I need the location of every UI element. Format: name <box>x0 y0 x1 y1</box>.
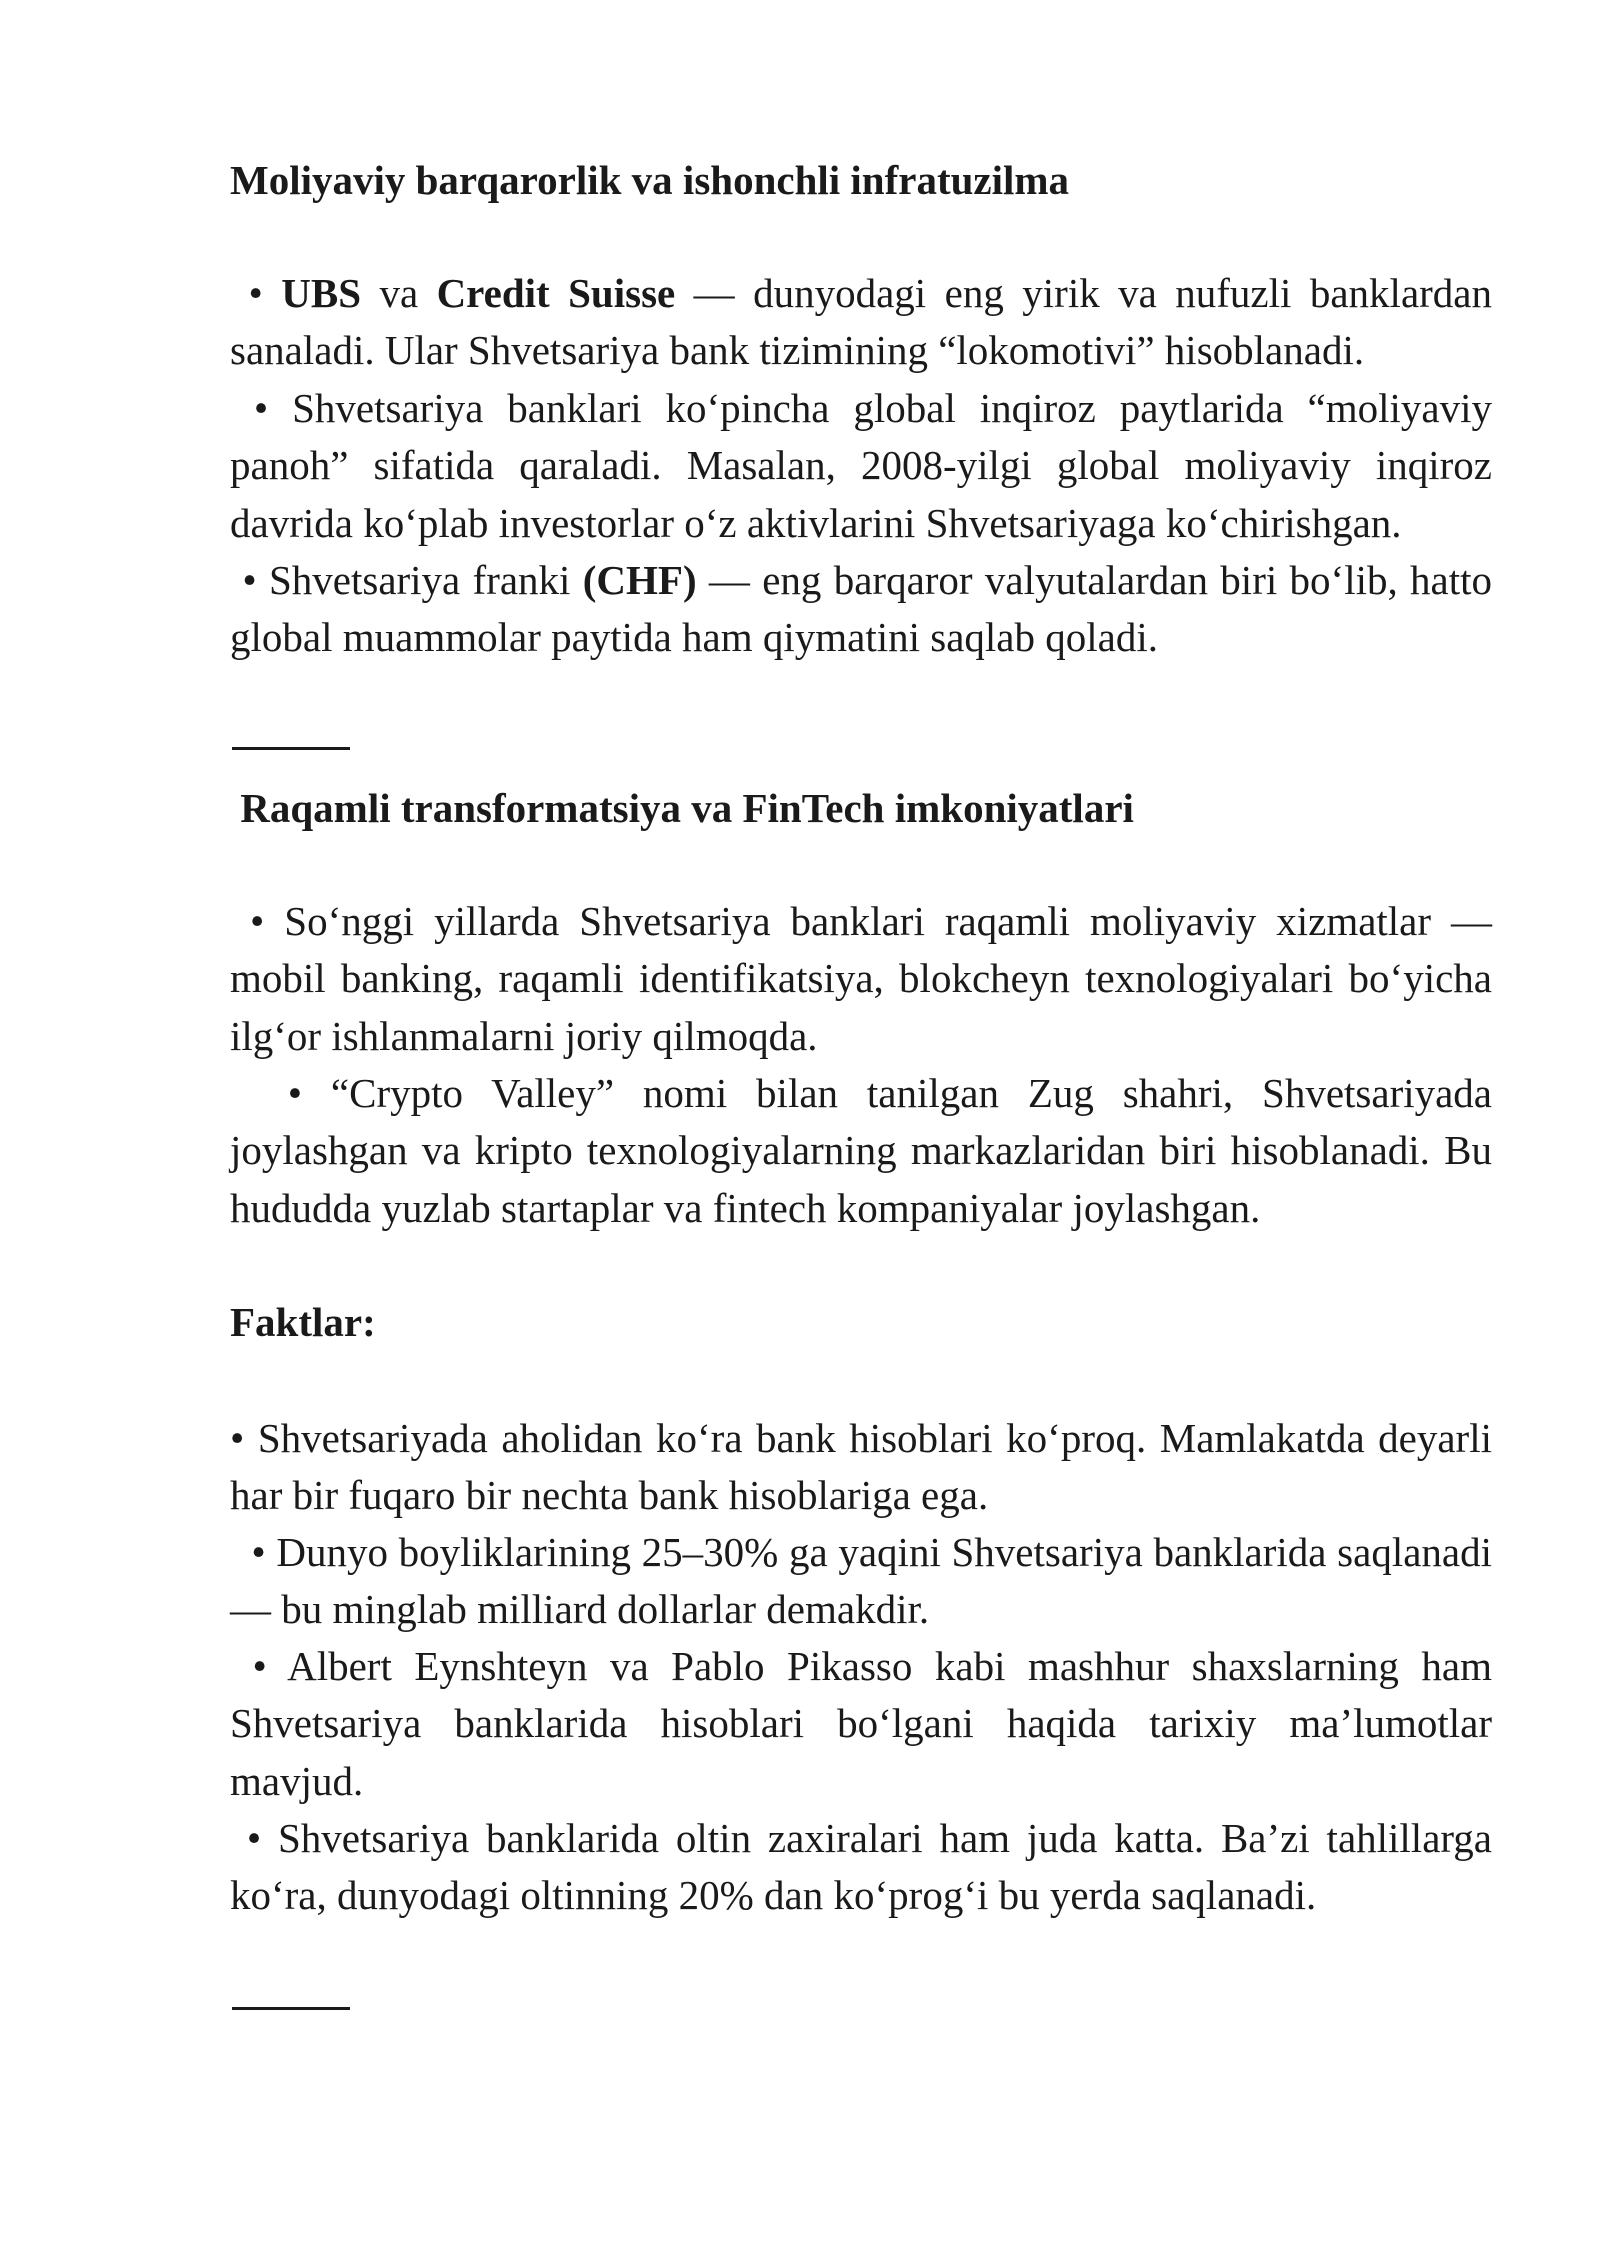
bullet-prefix: • <box>230 270 282 316</box>
bullet-ubs-credit-suisse <box>230 265 1503 380</box>
section-heading-facts: Faktlar: <box>230 1299 376 1345</box>
section-divider-bottom <box>232 2007 350 2010</box>
bullet-famous-clients: • Albert Eynshteyn va Pablo Pikasso kabi mashhur shaxslarning ham Shvetsariya banklarida hisoblari bo‘lgani haqida tarixiy ma’lumotlar mavjud. <box>230 1643 1503 1804</box>
bullet-safe-haven: • Shvetsariya banklari ko‘pincha global inqiroz paytlarida “moliyaviy panoh” sifatida qaraladi. Masalan, 2008-yilgi global moliyaviy inqiroz davrida ko‘plab investorlar o‘z aktivlarini Shvetsariyaga ko‘chirishgan. <box>230 385 1503 546</box>
bullet-swiss-franc <box>230 552 1503 667</box>
bullet-digital-services: • So‘nggi yillarda Shvetsariya banklari raqamli moliyaviy xizmatlar — mobil banking, raqamli identifikatsiya, blokcheyn texnologiyalari bo‘yicha ilg‘or ishlanmalarni joriy qilmoqda. <box>230 898 1503 1059</box>
bullet-gold-reserves: • Shvetsariya banklarida oltin zaxiralari ham juda katta. Ba’zi tahlillarga ko‘ra, dunyodagi oltinning 20% dan ko‘prog‘i bu yerda saqlanadi. <box>230 1815 1503 1919</box>
section-heading-financial-stability: Moliyaviy barqarorlik va ishonchli infratuzilma <box>230 157 1070 203</box>
bold-ubs: UBS <box>281 270 361 316</box>
bullet-franc-after: — eng barqaror valyutalardan biri bo‘lib, hatto global muammolar paytida ham qiymatini saqlab qoladi. <box>230 557 1503 661</box>
bold-credit-suisse: Credit Suisse <box>436 270 676 316</box>
bold-chf: (CHF) <box>582 557 697 603</box>
section-heading-digital-transformation: Raqamli transformatsiya va FinTech imkoniyatlari <box>230 785 1134 831</box>
bullet-connector: va <box>361 270 437 316</box>
bullet-franc-before: • Shvetsariya franki <box>230 557 583 603</box>
bullet-crypto-valley: • “Crypto Valley” nomi bilan tanilgan Zug shahri, Shvetsariyada joylashgan va kripto texnologiyalarning markazlaridan biri hisoblanadi. Bu hududda yuzlab startaplar va fintech kompaniyalar joylashgan. <box>230 1070 1503 1231</box>
bullet-rest: — dunyodagi eng yirik va nufuzli banklardan sanaladi. Ular Shvetsariya bank tizimining “lokomotivi” hisoblanadi. <box>230 270 1503 374</box>
bullet-world-wealth: • Dunyo boyliklarining 25–30% ga yaqini Shvetsariya banklarida saqlanadi — bu minglab milliard dollarlar demakdir. <box>230 1529 1503 1633</box>
section-divider <box>232 747 350 750</box>
bullet-more-accounts: • Shvetsariyada aholidan ko‘ra bank hisoblari ko‘proq. Mamlakatda deyarli har bir fuqaro bir nechta bank hisoblariga ega. <box>230 1415 1503 1519</box>
